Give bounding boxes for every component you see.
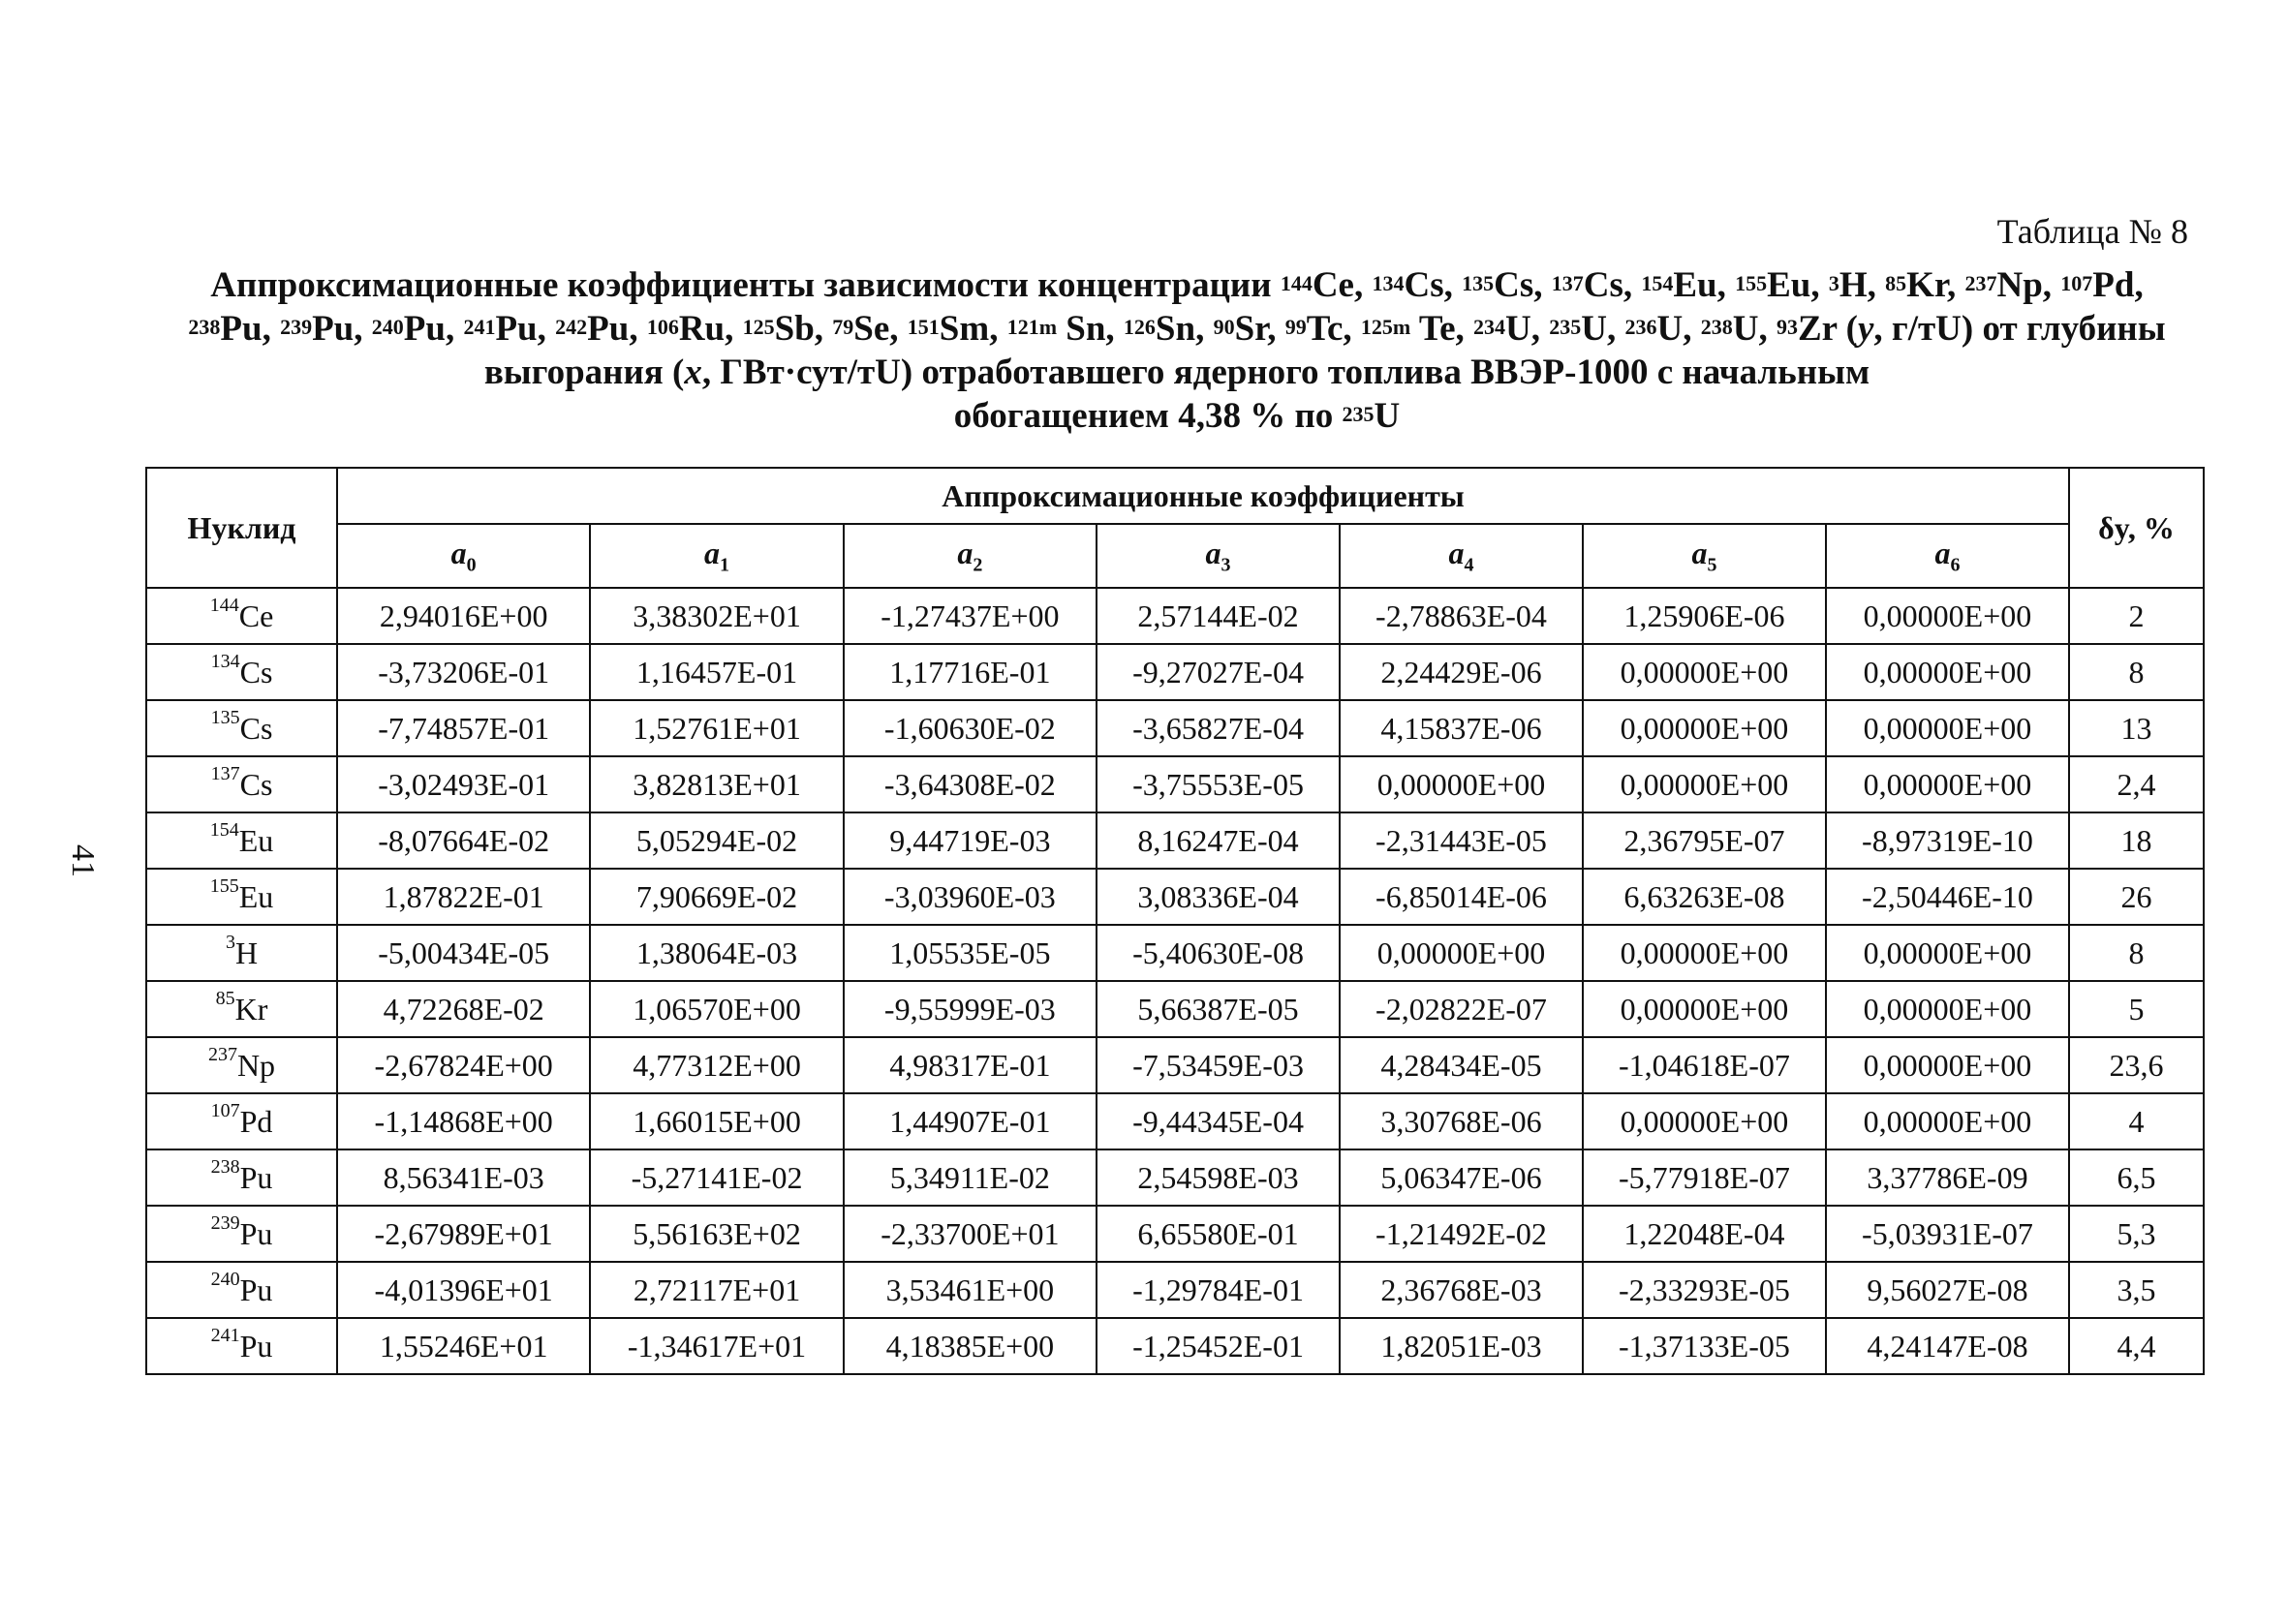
header-coefficient-a0 [337, 524, 590, 588]
title-nuclide-separator: , [1683, 309, 1692, 349]
nuclide-cell [146, 925, 337, 981]
title-nuclide-symbol: U [1656, 309, 1684, 349]
nuclide-symbol: Pu [239, 1272, 273, 1307]
nuclide-mass: 137 [210, 762, 240, 784]
coefficient-a4-cell: -1,21492E-02 [1340, 1206, 1583, 1262]
nuclide-mass: 144 [209, 594, 239, 616]
title-nuclide-symbol: Tc [1306, 309, 1344, 349]
table-row [146, 1262, 2204, 1318]
title-nuclide-symbol: Np [1996, 265, 2043, 305]
nuclide-mass: 154 [209, 818, 239, 841]
table-row [146, 869, 2204, 925]
coefficient-a1-cell: 2,72117E+01 [590, 1262, 843, 1318]
coefficient-a2-cell: -1,27437E+00 [844, 588, 1097, 644]
delta-cell: 8 [2069, 925, 2204, 981]
coefficient-a1-cell: 5,05294E-02 [590, 812, 843, 869]
title-nuclide-symbol: Sb [774, 309, 815, 349]
table-row [146, 1037, 2204, 1093]
coefficient-a6-cell: 4,24147E-08 [1826, 1318, 2069, 1374]
delta-cell: 18 [2069, 812, 2204, 869]
coefficient-a1-cell: 3,38302E+01 [590, 588, 843, 644]
nuclide-cell [146, 1318, 337, 1374]
title-nuclide-symbol: Pu [403, 309, 446, 349]
title-nuclide-mass: 137 [1551, 271, 1584, 295]
title-nuclide-mass: 126 [1123, 315, 1156, 339]
title-nuclide-separator: , [889, 309, 899, 349]
title-nuclide-symbol: U [1581, 309, 1607, 349]
title-nuclide-separator: , [537, 309, 546, 349]
coefficient-index: 2 [973, 554, 983, 576]
title-nuclide-symbol: U [1505, 309, 1531, 349]
delta-cell: 13 [2069, 700, 2204, 756]
nuclide-symbol: Pd [239, 1103, 273, 1139]
nuclide-cell [146, 1206, 337, 1262]
title-nuclide-mass: 240 [371, 315, 404, 339]
title-nuclide-mass: 242 [555, 315, 588, 339]
coefficient-a0-cell: 1,87822E-01 [337, 869, 590, 925]
title-nuclide-separator: , [1195, 309, 1205, 349]
title-nuclide-mass: 125 [742, 315, 775, 339]
nuclide-cell [146, 1262, 337, 1318]
title-nuclide-separator: , [1105, 309, 1115, 349]
coefficient-a5-cell: 1,22048E-04 [1583, 1206, 1826, 1262]
nuclide-symbol: Cs [239, 710, 273, 746]
title-nuclide-mass: 155 [1735, 271, 1768, 295]
coefficient-a3-cell: 2,54598E-03 [1097, 1149, 1340, 1206]
coefficient-a5-cell: -2,33293E-05 [1583, 1262, 1826, 1318]
title-nuclide-separator: , [1946, 265, 1957, 305]
coefficient-a4-cell: -2,02822E-07 [1340, 981, 1583, 1037]
coefficient-a6-cell: 0,00000E+00 [1826, 644, 2069, 700]
coefficient-a4-cell: 0,00000E+00 [1340, 756, 1583, 812]
title-nuclide-separator: , [1443, 265, 1453, 305]
nuclide-cell [146, 644, 337, 700]
delta-cell: 2,4 [2069, 756, 2204, 812]
coefficient-index: 3 [1221, 554, 1231, 576]
nuclide-symbol: Ce [238, 598, 274, 633]
title-nuclide-mass: 99 [1284, 315, 1307, 339]
nuclide-mass: 238 [210, 1155, 240, 1178]
coefficient-a6-cell: 0,00000E+00 [1826, 700, 2069, 756]
coefficient-a2-cell: -3,03960E-03 [844, 869, 1097, 925]
delta-cell: 8 [2069, 644, 2204, 700]
coefficient-a6-cell: -8,97319E-10 [1826, 812, 2069, 869]
title-nuclide-symbol: H [1839, 265, 1868, 305]
title-nuclide-separator: , [1607, 309, 1617, 349]
nuclide-symbol: Eu [238, 878, 274, 914]
coefficient-a3-cell: -9,27027E-04 [1097, 644, 1340, 700]
coefficient-a1-cell: 3,82813E+01 [590, 756, 843, 812]
nuclide-symbol: Eu [238, 822, 274, 858]
title-nuclide-separator: , [1623, 265, 1633, 305]
title-nuclide-mass: 79 [832, 315, 854, 339]
delta-cell: 3,5 [2069, 1262, 2204, 1318]
coefficient-letter: a [1448, 535, 1465, 570]
coefficient-index: 6 [1950, 554, 1961, 576]
nuclide-mass: 134 [210, 650, 240, 672]
coefficient-a0-cell: -5,00434E-05 [337, 925, 590, 981]
coefficient-a2-cell: -3,64308E-02 [844, 756, 1097, 812]
table-row [146, 981, 2204, 1037]
coefficient-a5-cell: 0,00000E+00 [1583, 925, 1826, 981]
title-nuclide-separator: , [1455, 309, 1465, 349]
title-y-unit: , г/тU) от глубины выгорания ( [483, 309, 2166, 392]
title-nuclide-mass: 85 [1885, 271, 1907, 295]
title-nuclide-symbol: Sn [1155, 309, 1196, 349]
title-nuclide-mass: 90 [1213, 315, 1235, 339]
title-nuclide-symbol: Kr [1906, 265, 1947, 305]
coefficient-a2-cell: 4,18385E+00 [844, 1318, 1097, 1374]
coefficient-a6-cell: -5,03931E-07 [1826, 1206, 2069, 1262]
title-nuclide-symbol: Cs [1583, 265, 1623, 305]
coefficient-a2-cell: -9,55999E-03 [844, 981, 1097, 1037]
coefficient-a1-cell: 1,16457E-01 [590, 644, 843, 700]
coefficient-a4-cell: 4,15837E-06 [1340, 700, 1583, 756]
header-coefficient-a3 [1097, 524, 1340, 588]
coefficient-a4-cell: 2,36768E-03 [1340, 1262, 1583, 1318]
title-nuclide-separator: , [1353, 265, 1364, 305]
nuclide-cell [146, 588, 337, 644]
title-nuclide-mass: 241 [463, 315, 496, 339]
title-nuclide-mass: 3 [1828, 271, 1839, 295]
title-nuclide-mass: 107 [2060, 271, 2093, 295]
title-nuclide-separator: , [1533, 265, 1543, 305]
title-enrichment-symbol: U [1374, 396, 1401, 436]
title-nuclide-mass: 238 [188, 315, 221, 339]
coefficient-a6-cell: 0,00000E+00 [1826, 925, 2069, 981]
title-x-var: x [684, 352, 702, 392]
coefficient-a5-cell: 1,25906E-06 [1583, 588, 1826, 644]
coefficient-a1-cell: 1,38064E-03 [590, 925, 843, 981]
title-nuclide-symbol: Pd [2092, 265, 2135, 305]
coefficient-index: 1 [720, 554, 730, 576]
title-nuclide-mass: 238 [1700, 315, 1733, 339]
nuclide-mass: 3 [225, 931, 235, 953]
title-nuclide-mass: 236 [1624, 315, 1657, 339]
title-nuclide-symbol: Se [853, 309, 890, 349]
title-nuclide-symbol: Pu [312, 309, 355, 349]
nuclide-symbol: Pu [239, 1159, 273, 1195]
title-nuclide-symbol: U [1732, 309, 1759, 349]
nuclide-symbol: Cs [239, 654, 273, 689]
coefficient-a0-cell: -3,73206E-01 [337, 644, 590, 700]
coefficient-a4-cell: 4,28434E-05 [1340, 1037, 1583, 1093]
coefficient-index: 4 [1464, 554, 1474, 576]
coefficient-a3-cell: -3,75553E-05 [1097, 756, 1340, 812]
nuclide-mass: 155 [209, 874, 239, 897]
nuclide-symbol: Pu [239, 1215, 273, 1251]
title-nuclide-symbol: Pu [587, 309, 630, 349]
title-nuclide-mass: 135 [1462, 271, 1495, 295]
coefficient-a0-cell: -2,67824E+00 [337, 1037, 590, 1093]
delta-cell: 5 [2069, 981, 2204, 1037]
table-row [146, 1318, 2204, 1374]
coefficient-a0-cell: -8,07664E-02 [337, 812, 590, 869]
title-nuclide-separator: , [1530, 309, 1541, 349]
nuclide-cell [146, 756, 337, 812]
coefficient-header-row [146, 524, 2204, 588]
table-body [146, 588, 2204, 1374]
header-nuclide: Нуклид [146, 468, 337, 588]
coefficient-a5-cell: 0,00000E+00 [1583, 1093, 1826, 1149]
coefficient-a4-cell: -2,31443E-05 [1340, 812, 1583, 869]
title-nuclide-separator: , [989, 309, 999, 349]
coefficient-a1-cell: -5,27141E-02 [590, 1149, 843, 1206]
title-nuclide-separator: , [1867, 265, 1876, 305]
coefficient-a0-cell: 8,56341E-03 [337, 1149, 590, 1206]
delta-cell: 23,6 [2069, 1037, 2204, 1093]
page-number: 41 [65, 844, 101, 877]
title-nuclide-symbol: Pu [495, 309, 538, 349]
coefficient-a3-cell: -1,25452E-01 [1097, 1318, 1340, 1374]
delta-cell: 6,5 [2069, 1149, 2204, 1206]
coefficient-index: 0 [466, 554, 477, 576]
table-row [146, 756, 2204, 812]
title-nuclide-separator: , [629, 309, 638, 349]
title-nuclide-mass: 134 [1372, 271, 1405, 295]
coefficient-a0-cell: -4,01396E+01 [337, 1262, 590, 1318]
title-nuclide-separator: , [262, 309, 271, 349]
title-x-unit: , ГВт·сут/тU) отработавшего ядерного топлива ВВЭР-1000 с начальным [701, 352, 1870, 392]
title-prefix: Аппроксимационные коэффициенты зависимости концентрации [210, 265, 1272, 305]
nuclide-cell [146, 1149, 337, 1206]
nuclide-mass: 239 [210, 1211, 240, 1234]
nuclide-symbol: Np [236, 1047, 276, 1083]
coefficient-a4-cell: -2,78863E-04 [1340, 588, 1583, 644]
coefficient-a2-cell: -2,33700E+01 [844, 1206, 1097, 1262]
header-delta: δy, % [2069, 468, 2204, 588]
title-nuclide-separator: , [2134, 265, 2144, 305]
nuclide-symbol: Kr [234, 991, 268, 1026]
coefficient-a2-cell: 4,98317E-01 [844, 1037, 1097, 1093]
title-nuclide-mass: 237 [1964, 271, 1997, 295]
delta-cell: 26 [2069, 869, 2204, 925]
delta-cell: 5,3 [2069, 1206, 2204, 1262]
coefficient-a1-cell: 1,52761E+01 [590, 700, 843, 756]
nuclide-symbol: Cs [239, 766, 273, 802]
title-nuclide-separator: , [1758, 309, 1768, 349]
title-nuclide-symbol: Zr [1797, 309, 1838, 349]
title-nuclide-separator: , [1716, 265, 1726, 305]
nuclide-cell [146, 1093, 337, 1149]
coefficient-a1-cell: 4,77312E+00 [590, 1037, 843, 1093]
nuclide-mass: 135 [210, 706, 240, 728]
table-label: Таблица № 8 [1996, 212, 2188, 251]
nuclide-mass: 241 [210, 1324, 240, 1346]
title-nuclide-separator: , [354, 309, 363, 349]
title-nuclide-symbol: Sm [939, 309, 990, 349]
nuclide-mass: 85 [215, 987, 235, 1009]
table-row [146, 700, 2204, 756]
coefficient-a6-cell: 0,00000E+00 [1826, 588, 2069, 644]
nuclide-mass: 240 [210, 1268, 240, 1290]
coefficient-a1-cell: 7,90669E-02 [590, 869, 843, 925]
title-nuclide-symbol: Ce [1312, 265, 1354, 305]
table-row [146, 588, 2204, 644]
table-row [146, 1093, 2204, 1149]
coefficient-a5-cell: -5,77918E-07 [1583, 1149, 1826, 1206]
coefficient-a5-cell: 2,36795E-07 [1583, 812, 1826, 869]
table-title: Аппроксимационные коэффициенты зависимости концентрации $^{144}$Ce, $^{134}$Cs, $^{135}$Cs, $^{137}$Cs, $^{154}$Eu, $^{155}$Eu, $^3$H, $^{85}$Kr, $^{237}$Np, $^{107}$Pd, $^{238}$Pu, $^{239}$Pu, $^{240}$Pu, $^{241}$Pu, $^{242}$Pu, $^{106}$Ru, $^{125}$Sb, $^{79}$Se, $^{151}$Sm, $^{121m}$ Sn, $^{126}$Sn, $^{90}$Sr, $^{99}$Tc, $^{125m}$ Te, $^{234}$U, $^{235}$U, $^{236}$U, $^{238}$U, $^{93}$Zr (y, г/тU) от глубины выгорания (x, ГВт·сут/тU) отработавшего ядерного топлива ВВЭР-1000 с начальным обогащением 4,38 % по $^{235}$U [188, 265, 2166, 436]
coefficient-a3-cell: 3,08336E-04 [1097, 869, 1340, 925]
coefficient-a0-cell: 4,72268E-02 [337, 981, 590, 1037]
delta-cell: 4,4 [2069, 1318, 2204, 1374]
title-nuclide-separator: , [1343, 309, 1352, 349]
coefficient-a6-cell: 9,56027E-08 [1826, 1262, 2069, 1318]
title-nuclide-symbol: Cs [1404, 265, 1444, 305]
coefficient-a2-cell: -1,60630E-02 [844, 700, 1097, 756]
coefficient-a5-cell: 0,00000E+00 [1583, 981, 1826, 1037]
table-row [146, 1206, 2204, 1262]
coefficient-a4-cell: -6,85014E-06 [1340, 869, 1583, 925]
coefficient-a2-cell: 1,05535E-05 [844, 925, 1097, 981]
coefficient-a3-cell: -9,44345E-04 [1097, 1093, 1340, 1149]
title-nuclide-symbol: Sn [1057, 309, 1106, 349]
header-coefficient-a4 [1340, 524, 1583, 588]
coefficient-a2-cell: 5,34911E-02 [844, 1149, 1097, 1206]
coefficient-a4-cell: 3,30768E-06 [1340, 1093, 1583, 1149]
nuclide-cell [146, 981, 337, 1037]
title-nuclide-mass: 234 [1473, 315, 1506, 339]
title-enrichment: обогащением 4,38 % по [953, 396, 1343, 436]
coefficient-a5-cell: -1,04618E-07 [1583, 1037, 1826, 1093]
coefficient-a4-cell: 2,24429E-06 [1340, 644, 1583, 700]
title-nuclide-mass: 125m [1360, 315, 1411, 339]
coefficient-a6-cell: 0,00000E+00 [1826, 756, 2069, 812]
coefficient-index: 5 [1707, 554, 1717, 576]
header-coefficient-a6 [1826, 524, 2069, 588]
coefficient-letter: a [1205, 535, 1221, 570]
coefficient-a1-cell: -1,34617E+01 [590, 1318, 843, 1374]
title-nuclide-symbol: Ru [678, 309, 726, 349]
title-nuclide-separator: , [2042, 265, 2053, 305]
coefficients-table [145, 467, 2205, 1375]
coefficient-a3-cell: -5,40630E-08 [1097, 925, 1340, 981]
title-nuclide-mass: 93 [1776, 315, 1798, 339]
header-coefficients-group: Аппроксимационные коэффициенты [337, 468, 2069, 524]
coefficient-a3-cell: 2,57144E-02 [1097, 588, 1340, 644]
nuclide-mass: 107 [210, 1099, 240, 1121]
title-nuclide-mass: 239 [280, 315, 313, 339]
title-y-var: y [1857, 309, 1874, 349]
coefficient-letter: a [1934, 535, 1951, 570]
nuclide-cell [146, 869, 337, 925]
nuclide-cell [146, 700, 337, 756]
nuclide-mass: 237 [207, 1043, 237, 1065]
title-nuclide-mass: 121m [1006, 315, 1058, 339]
nuclide-cell [146, 1037, 337, 1093]
coefficient-a3-cell: -1,29784E-01 [1097, 1262, 1340, 1318]
coefficient-a0-cell: -7,74857E-01 [337, 700, 590, 756]
coefficient-a0-cell: -1,14868E+00 [337, 1093, 590, 1149]
title-nuclide-separator: , [725, 309, 734, 349]
coefficient-a0-cell: -2,67989E+01 [337, 1206, 590, 1262]
coefficient-a4-cell: 5,06347E-06 [1340, 1149, 1583, 1206]
header-coefficient-a2 [844, 524, 1097, 588]
coefficient-a6-cell: -2,50446E-10 [1826, 869, 2069, 925]
coefficient-a5-cell: 6,63263E-08 [1583, 869, 1826, 925]
title-nuclide-symbol: Cs [1494, 265, 1534, 305]
title-nuclide-mass: 106 [646, 315, 679, 339]
nuclide-symbol: H [234, 935, 259, 970]
delta-cell: 4 [2069, 1093, 2204, 1149]
table-row [146, 1149, 2204, 1206]
coefficient-a5-cell: 0,00000E+00 [1583, 756, 1826, 812]
coefficient-a6-cell: 0,00000E+00 [1826, 1093, 2069, 1149]
coefficient-a6-cell: 3,37786E-09 [1826, 1149, 2069, 1206]
coefficient-a5-cell: 0,00000E+00 [1583, 644, 1826, 700]
coefficient-a3-cell: -3,65827E-04 [1097, 700, 1340, 756]
coefficient-letter: a [450, 535, 467, 570]
title-nuclide-symbol: Sr [1234, 309, 1268, 349]
coefficient-a2-cell: 1,17716E-01 [844, 644, 1097, 700]
title-nuclide-separator: , [1810, 265, 1820, 305]
coefficient-a1-cell: 1,06570E+00 [590, 981, 843, 1037]
coefficient-a4-cell: 0,00000E+00 [1340, 925, 1583, 981]
coefficient-a0-cell: 2,94016E+00 [337, 588, 590, 644]
title-enrichment-mass: 235 [1342, 402, 1375, 426]
title-nuclide-symbol: Eu [1767, 265, 1811, 305]
coefficient-letter: a [957, 535, 974, 570]
coefficient-a3-cell: 8,16247E-04 [1097, 812, 1340, 869]
coefficient-a2-cell: 3,53461E+00 [844, 1262, 1097, 1318]
delta-cell: 2 [2069, 588, 2204, 644]
title-nuclide-separator: , [814, 309, 824, 349]
title-nuclide-mass: 151 [907, 315, 940, 339]
coefficient-a3-cell: -7,53459E-03 [1097, 1037, 1340, 1093]
table-row [146, 925, 2204, 981]
title-nuclide-mass: 235 [1549, 315, 1582, 339]
title-nuclide-symbol: Eu [1673, 265, 1717, 305]
header-coefficient-a5 [1583, 524, 1826, 588]
header-coefficient-a1 [590, 524, 843, 588]
coefficient-letter: a [704, 535, 721, 570]
title-nuclide-mass: 144 [1280, 271, 1313, 295]
coefficient-a2-cell: 9,44719E-03 [844, 812, 1097, 869]
coefficient-a2-cell: 1,44907E-01 [844, 1093, 1097, 1149]
nuclide-cell [146, 812, 337, 869]
coefficient-a0-cell: 1,55246E+01 [337, 1318, 590, 1374]
title-nuclide-separator: , [1267, 309, 1277, 349]
title-nuclide-symbol: Te [1410, 309, 1456, 349]
coefficient-a3-cell: 5,66387E-05 [1097, 981, 1340, 1037]
coefficient-a5-cell: -1,37133E-05 [1583, 1318, 1826, 1374]
table-row [146, 644, 2204, 700]
title-nuclide-mass: 154 [1641, 271, 1674, 295]
coefficient-a1-cell: 1,66015E+00 [590, 1093, 843, 1149]
coefficient-a4-cell: 1,82051E-03 [1340, 1318, 1583, 1374]
coefficient-a5-cell: 0,00000E+00 [1583, 700, 1826, 756]
nuclide-symbol: Pu [239, 1328, 273, 1364]
coefficient-a6-cell: 0,00000E+00 [1826, 981, 2069, 1037]
title-nuclide-separator: , [445, 309, 455, 349]
coefficient-a1-cell: 5,56163E+02 [590, 1206, 843, 1262]
coefficient-a6-cell: 0,00000E+00 [1826, 1037, 2069, 1093]
coefficient-letter: a [1691, 535, 1708, 570]
coefficient-a0-cell: -3,02493E-01 [337, 756, 590, 812]
coefficient-a3-cell: 6,65580E-01 [1097, 1206, 1340, 1262]
title-nuclide-symbol: Pu [220, 309, 263, 349]
table-row [146, 812, 2204, 869]
